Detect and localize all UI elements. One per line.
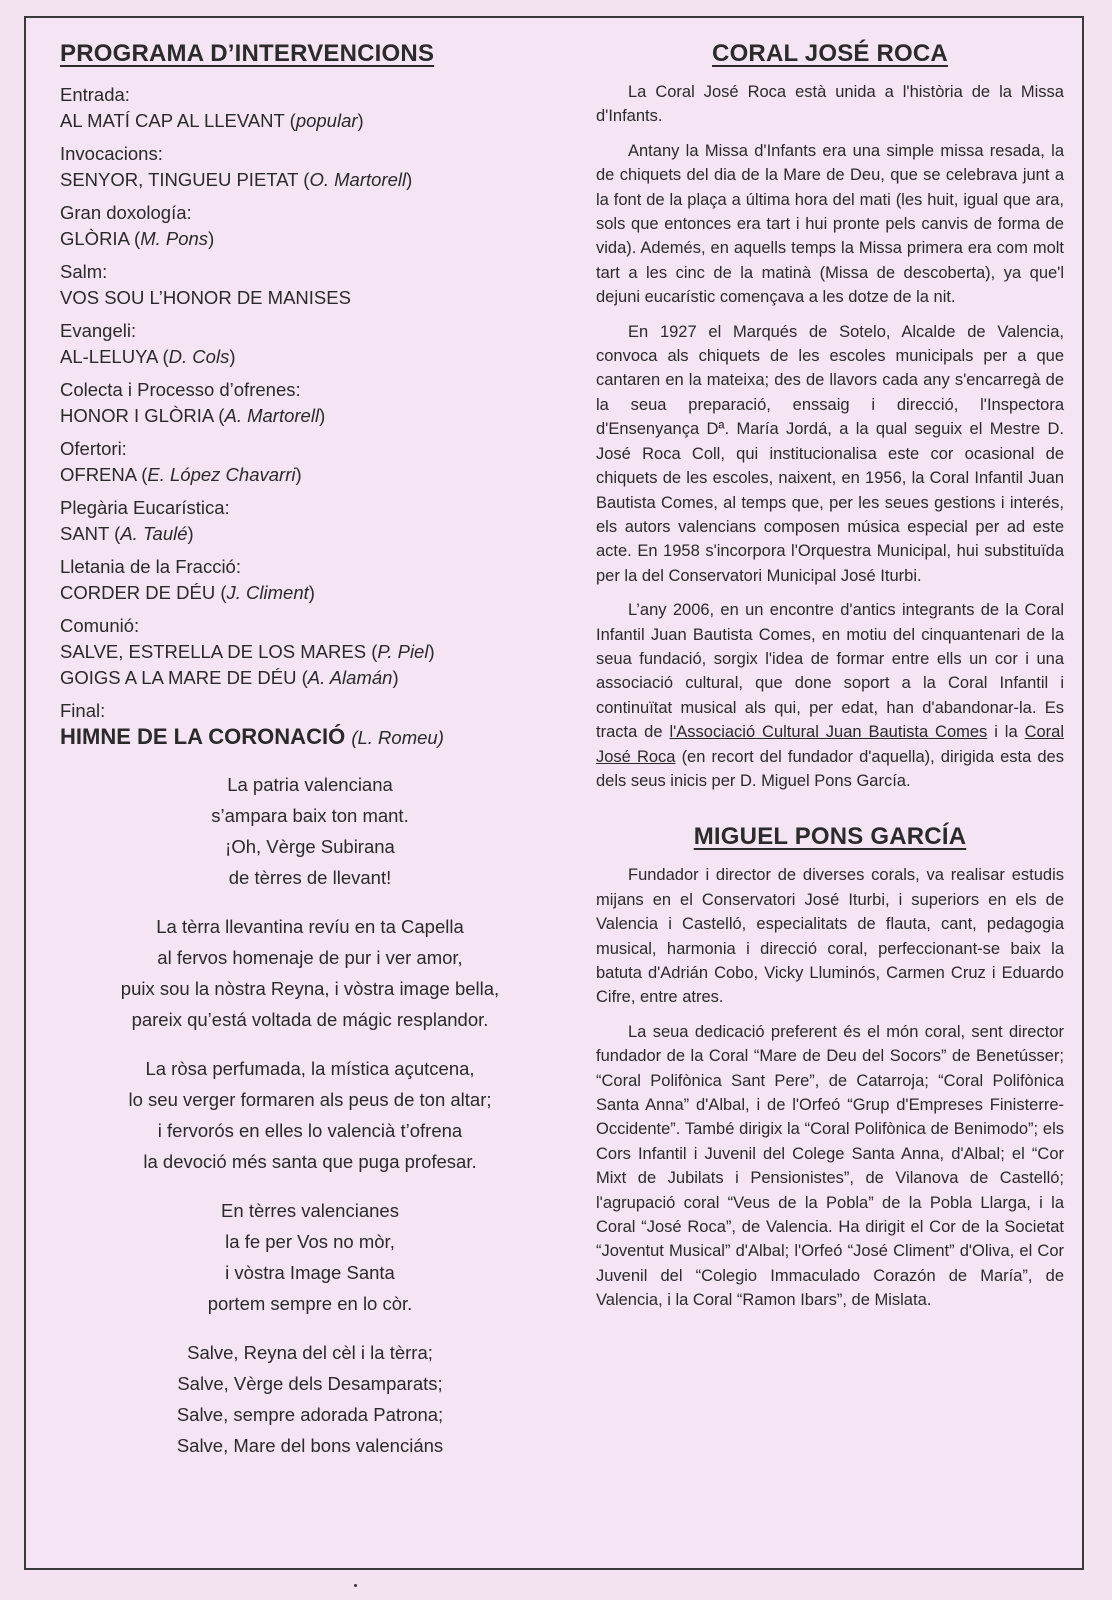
hymn-stanza: Salve, Reyna del cèl i la tèrra; Salve, Vèrge dels Desamparats; Salve, sempre adorada Patrona; Salve, Mare del bons valenciáns — [176, 1342, 444, 1456]
association-name: l'Associació Cultural Juan Bautista Comes — [669, 723, 988, 742]
hymn-stanza: La patria valenciana s’ampara baix ton mant. ¡Oh, Vèrge Subirana de tèrres de llevant! — [211, 774, 409, 888]
stray-dot — [354, 1584, 357, 1587]
hymn-stanza: En tèrres valencianes la fe per Vos no mòr, i vòstra Image Santa portem sempre en lo còr. — [207, 1200, 413, 1314]
program-item-final: Final: HIMNE DE LA CORONACIÓ (L. Romeu) — [60, 700, 444, 749]
info-column — [596, 40, 1064, 1323]
program-item: Gran doxología: GLÒRIA (M. Pons) — [60, 202, 215, 249]
program-item-communion: Comunió: SALVE, ESTRELLA DE LOS MARES (P. Piel) GOIGS A LA MARE DE DÉU (A. Alamán) — [60, 615, 435, 688]
hymn-stanza: La ròsa perfumada, la mística açutcena, lo seu verger formaren als peus de ton altar; i fervorós en elles lo valencià t’ofrena la devoció més santa que puga profesar. — [128, 1058, 492, 1172]
coral-paragraph: La Coral José Roca està unida a l'història de la Missa d'Infants. — [596, 83, 1064, 126]
program-item: Plegària Eucarística: SANT (A. Taulé) — [60, 497, 230, 544]
program-item: Colecta i Processo d’ofrenes: HONOR I GLÒRIA (A. Martorell) — [60, 379, 326, 426]
coral-heading: CORAL JOSÉ ROCA — [712, 40, 948, 67]
program-item: Evangeli: AL-LELUYA (D. Cols) — [60, 320, 236, 367]
program-item: Entrada: AL MATÍ CAP AL LLEVANT (popular) — [60, 84, 364, 131]
program-heading: PROGRAMA D’INTERVENCIONS — [60, 40, 435, 67]
program-column — [60, 40, 560, 1461]
program-item: Ofertori: OFRENA (E. López Chavarri) — [60, 438, 302, 485]
program-item: Lletania de la Fracció: CORDER DE DÉU (J. Climent) — [60, 556, 315, 603]
coral-paragraph: En 1927 el Marqués de Sotelo, Alcalde de Valencia, convoca als chiquets de les escoles municipals per a que cantaren en la mateixa; des de llavors cada any s'encarregà de la seua preparació, enssaig i direcció, l'Inspectora d'Ensenyança Dª. María Jordá, a la qual seguix el Mestre D. José Roca Coll, qui institucionalisa este cor ocasional de chiquets de les escoles, naixent, en 1956, la Coral Infantil Juan Bautista Comes, al temps que, per les seues gestions i interés, els autors valencians composen música especial per ad este acte. En 1958 s'incorpora l'Orquestra Municipal, hui substituïda per la del Conservatori Municipal José Iturbi. — [596, 322, 1064, 585]
coral-paragraph: Antany la Missa d'Infants era una simple missa resada, la de chiquets del dia de la Mare de Deu, que se celebrava junt a la font de la plaça a última hora del mati (les huit, igual que ara, sols que entonces era tart i hui pronte pels canvis de forma de vida). Ademés, en aquells temps la Missa primera era com molt tart a les cinc de la matinà (Missa de descoberta), ya que'l dejuni eucarístic començava a les dotze de la nit. — [596, 141, 1064, 307]
program-item: Invocacions: SENYOR, TINGUEU PIETAT (O. Martorell) — [60, 143, 413, 190]
program-sheet — [24, 16, 1084, 1570]
miguel-heading: MIGUEL PONS GARCÍA — [693, 823, 967, 851]
miguel-paragraph: Fundador i director de diverses corals, va realisar estudis mijans en el Conservatori José Iturbi, i superiors en els de Valencia i Castelló, especialitats de flauta, cant, pedagogia musical, harmonia i direcció coral, perfeccionant-se baix la batuta d'Adrián Cobo, Vicky Lluminós, Carmen Cruz i Eduardo Cifre, entre atres. — [596, 866, 1064, 1007]
coral-name: Coral José Roca — [596, 723, 1064, 766]
coral-paragraph: L’any 2006, en un encontre d'antics integrants de la Coral Infantil Juan Bautista Comes, en motiu del cinquantenari de la seua fundació, sorgix l'idea de formar entre ells un cor i una associació cultural, que done soport a la Coral Infantil i continuïtat musical als qui, per edat, han d'abandonar-la. Es tracta de l'Associació Cultural Juan Bautista Comes i la Coral José Roca (en recort del fundador d'aquella), dirigida esta des dels seus inicis per D. Miguel Pons García. — [596, 601, 1064, 790]
miguel-section — [596, 823, 1064, 1312]
miguel-paragraph: La seua dedicació preferent és el món coral, sent director fundador de la Coral “Mare de Deu del Socors” de Benetússer; “Coral Polifònica Sant Pere”, de Catarroja; “Coral Polifònica Santa Anna” d'Albal, i de l'Orfeó “Grup d'Empreses Finisterre-Occidente”. També dirigix la “Coral Polifònica de Benimodo”; els Cors Infantil i Juvenil del Colege Santa Anna, d'Albal; el “Cor Mixt de Jubilats i Pensionistes”, de Vilanova de Castelló; l'agrupació coral “Veus de la Pobla” de la Pobla Llarga, i la Coral “José Roca”, de Valencia. Ha dirigit el Cor de la Societat “Joventut Musical” d'Albal; l'Orfeó “José Climent” d'Oliva, el Cor Juvenil del “Colegio Immaculado Corazón de María”, de Valencia, i la Coral “Ramon Ibars”, de Mislata. — [596, 1022, 1064, 1310]
program-item: Salm: VOS SOU L’HONOR DE MANISES — [60, 261, 351, 308]
hymn-stanza: La tèrra llevantina revíu en ta Capella al fervos homenaje de pur i ver amor, puix sou la nòstra Reyna, i vòstra image bella, pareix qu’está voltada de mágic resplandor. — [120, 916, 500, 1030]
